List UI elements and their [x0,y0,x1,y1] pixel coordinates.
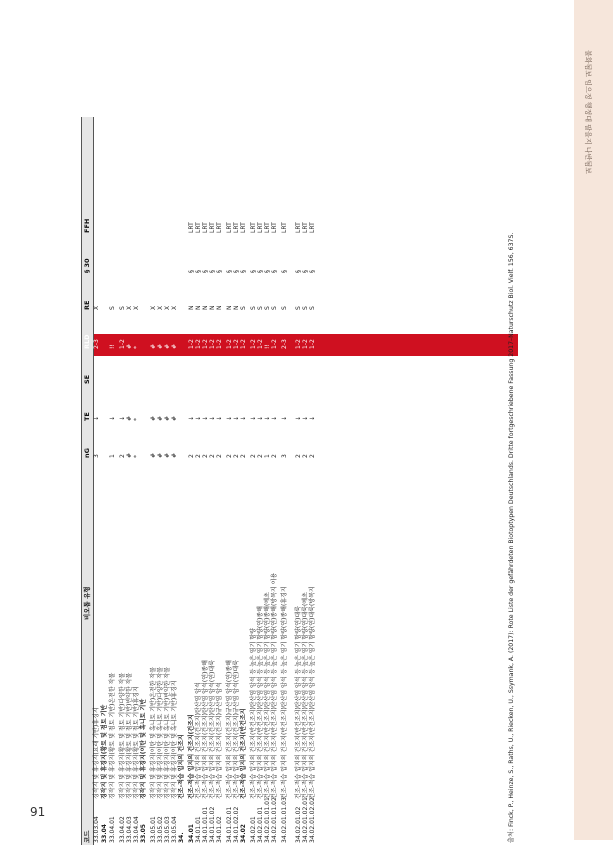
table-cell-ffh: LRT [281,222,288,233]
table-cell-rld: 1-2 [309,339,316,349]
table-cell-ffh: LRT [226,222,233,233]
table-cell-re: S [257,306,264,310]
table-cell-re: X [164,305,171,310]
table-cell-ffh: LRT [233,222,240,233]
table-cell-type: 건조-적습 입지의 건조지(건조지)탄산염 암석(연)대륙 [209,660,216,799]
table-cell-type: 건조-적습 입지의 건조지(건조지 [188,714,195,799]
table-cell-rld: # [171,343,178,349]
header-rld: RLD [83,334,91,349]
table-cell-rld: # [157,343,164,349]
table-cell-ng: 2 [202,454,209,458]
table-cell-te: ↓ [250,415,257,421]
table-cell-type: 건조-적습 입지의 건조지(반건조지)탄산염 암석 등 높은 염기 함량(연)종해(방목지 이용 [271,572,278,799]
table-cell-ng: 2 [257,454,264,458]
table-cell-s30: § [309,270,316,273]
table-cell-s30: § [302,270,309,273]
table-cell-te: ↓ [93,415,100,421]
table-cell-ffh: LRT [188,222,195,233]
table-cell-ng: 2 [209,454,216,458]
table-cell-ffh: LRT [257,222,264,233]
header-s30: § 30 [83,258,91,273]
table-cell-rld: 1-2 [240,339,247,349]
table-cell-re: S [119,306,126,310]
table-cell-re: X [133,305,140,310]
table-cell-rld: 1-2 [302,339,309,349]
table-cell-ffh: LRT [195,222,202,233]
table-cell-code: 34.02.01.01 [257,806,264,843]
table-cell-ng: 2 [309,454,316,458]
table-cell-type: 경작지 및 휴경지(요래 기반)휴경지 [93,707,100,799]
table-cell-type: 건조-적습 입지의 건조지(반건조지)탄산염 암석 등 높은 염기 함량(연)종해(예초 [264,592,271,799]
table-cell-re: N [226,305,233,310]
side-margin-strip [574,0,613,840]
table-cell-type: 건조-적습 입지의 건조지(건조지)규산염 암석 [216,682,223,799]
table-cell-re: X [157,305,164,310]
header-ng: nG [83,448,91,458]
table-cell-code: 33.05.02 [157,816,164,843]
table-cell-te: ↓ [195,415,202,421]
table-cell-rld: 1-2 [119,339,126,349]
table-cell-type: 경작지 및 휴경지(이탄 및 혹니토 기반)빈약한 작물 [164,666,171,799]
table-cell-ffh: LRT [240,222,247,233]
table-cell-re: S [271,306,278,310]
table-cell-s30: § [257,270,264,273]
table-cell-rld: # [126,343,133,349]
source-note: 출처: Finck, P., Heinze, S., Raths, U., Riecken, U., Ssymank, A. (2017): Rote Liste der gefährdeten Biotoptypen Deutschlands. Dritte fortgeschriebene Fassung 2017–Naturschutz Biol. Vielf. 156, 637S. [508,232,515,843]
table-cell-rld: 1-2 [295,339,302,349]
table-cell-code: 34.02.01.02 [295,806,302,843]
table-cell-s30: § [216,270,223,273]
table-cell-ffh: LRT [309,222,316,233]
table-cell-ng: # [157,452,164,458]
table-cell-rld: 2-3 [281,339,288,349]
table-cell-s30: § [202,270,209,273]
table-cell-rld: 1-2 [250,339,257,349]
table-cell-te: ↓ [264,415,271,421]
table-cell-type: 경작지 및 휴경지(황토 및 점토 기반)휴경지 [133,686,140,799]
table-cell-code: 34.02.01 [250,816,257,843]
table-cell-s30: § [226,270,233,273]
page-number: 91 [30,805,46,819]
table-cell-s30: § [295,270,302,273]
table-cell-s30: § [281,270,288,273]
table-cell-code: 34.01.01.02 [209,806,216,843]
table-cell-code: 33.05 [140,824,147,843]
table-cell-re: S [309,306,316,310]
header-se: SE [83,374,91,384]
table-cell-ng: 2 [302,454,309,458]
table-cell-code: 34.02.01.02.02 [309,797,316,843]
table-cell-code: 33.04.01 [109,816,116,843]
table-cell-ffh: LRT [216,222,223,233]
table-cell-re: S [250,306,257,310]
table-cell-rld: 1-2 [233,339,240,349]
table-cell-ffh: LRT [250,222,257,233]
table-cell-rld: * [133,346,140,349]
table-cell-code: 33.04 [101,824,108,843]
table-cell-type: 건조-적습 입지의 건조지 [178,734,185,799]
table-cell-te: ↓ [188,415,195,421]
table-cell-code: 34.01.01.01 [202,806,209,843]
table-cell-ffh: LRT [209,222,216,233]
table-cell-te: ↓ [233,415,240,421]
table-cell-ng: 2 [233,454,240,458]
table-cell-s30: § [209,270,216,273]
table-cell-code: 34.02.01.01.03 [281,797,288,843]
table-cell-te: ↓ [216,415,223,421]
table-cell-re: N [202,305,209,310]
table-cell-code: 33.03.04 [93,816,100,843]
table-cell-ffh: LRT [271,222,278,233]
table-cell-code: 33.04.04 [133,816,140,843]
table-cell-te: ↓ [257,415,264,421]
table-cell-ng: 2 [271,454,278,458]
table-cell-ng: # [171,452,178,458]
table-cell-te: # [150,415,157,421]
table-cell-ng: # [164,452,171,458]
table-cell-te: ↓ [109,415,116,421]
table-cell-re: N [188,305,195,310]
table-cell-te: ↓ [281,415,288,421]
table-cell-re: X [126,305,133,310]
table-cell-te: ↓ [295,415,302,421]
table-cell-type: 경작지 및 휴경지(황토 및 점토 기반)온전한 작물 [109,672,116,799]
table-cell-re: N [216,305,223,310]
table-cell-rld: 1-2 [209,339,216,349]
table-cell-ng: 3 [93,454,100,458]
table-cell-ng: 2 [250,454,257,458]
table-cell-rld: 1-2 [271,339,278,349]
table-cell-te: ↓ [119,415,126,421]
table-cell-code: 34.01.02.01 [226,806,233,843]
table-cell-type: 건조-적습 입지의 건조지(반건조지)탄산염 암석 등 높은 염기 함량 [250,628,257,799]
table-cell-ng: * [133,455,140,458]
table-cell-type: 건조-적습 입지의 건조지(반건조지)탄산염 암석 등 높은 염기 함량(연)종해 [257,606,264,799]
table-cell-te: ↓ [271,415,278,421]
table-cell-s30: § [250,270,257,273]
table-cell-type: 건조-적습 입지의 건조지(반건조지)탄산염 암석 등 높은 염기 함량(연)대륙 [295,606,302,799]
table-cell-s30: § [233,270,240,273]
table-cell-code: 33.05.03 [164,816,171,843]
table-cell-code: 34.02.01.01.01 [264,797,271,843]
table-cell-s30: § [188,270,195,273]
table-cell-type: 경작지 및 휴경지(황토 및 점토 기반)다양한 작물 [119,672,126,799]
table-cell-code: 34.02.01.01.02 [271,797,278,843]
table-cell-re: S [295,306,302,310]
table-cell-rld: 2-3 [93,339,100,349]
header-te: TE [83,412,91,421]
table-cell-s30: § [195,270,202,273]
table-cell-ng: 2 [188,454,195,458]
table-cell-type: 경작지 및 휴경지(이탄 및 혹니토 기반 [140,698,147,799]
side-running-title: 불화됨보 임으정 행정대 팔을지 나반됨보 [584,50,592,174]
table-cell-ffh: LRT [264,222,271,233]
table-cell-code: 34.01.01 [195,816,202,843]
table-cell-code: 33.05.01 [150,816,157,843]
table-cell-te: ↓ [209,415,216,421]
table-cell-te: # [164,415,171,421]
table-cell-type: 건조-적습 입지의 건조지(건조지)규산염 암석(연)대륙 [233,660,240,799]
table-cell-type: 건조-적습 입지의 건조지(건조지)탄산염 암석 [195,682,202,799]
table-cell-code: 33.05.04 [171,816,178,843]
table-cell-re: S [264,306,271,310]
header-re: RE [83,300,91,310]
table-cell-te: ↓ [202,415,209,421]
table-cell-rld: 1-2 [216,339,223,349]
table-cell-ng: 3 [281,454,288,458]
table-cell-ng: 2 [295,454,302,458]
table-cell-te: ↓ [240,415,247,421]
table-cell-ng: 2 [226,454,233,458]
table-cell-code: 33.04.02 [119,816,126,843]
table-cell-ng: 1 [264,454,271,458]
table-cell-type: 경작지 및 휴경지(이탄 및 혹니토 기반)온전한 작물 [150,666,157,799]
table-cell-re: N [233,305,240,310]
table-cell-ng: 2 [119,454,126,458]
table-cell-code: 34.01.02 [216,816,223,843]
table-cell-code: 34.02 [240,824,247,843]
table-cell-te: ↓ [309,415,316,421]
table-cell-type: 건조-적습 입지의 건조지(반건조지)탄산염 암석 등 높은 염기 함량(연)대륙(예초 [302,592,309,799]
biotope-table [81,117,518,845]
table-cell-type: 건조-적습 입지의 건조지(반건조지 [240,708,247,799]
table-cell-ng: 2 [216,454,223,458]
table-cell-te: * [133,418,140,421]
table-cell-te: # [157,415,164,421]
table-cell-ng: 2 [240,454,247,458]
table-cell-re: X [93,305,100,310]
table-cell-type: 경작지 및 휴경지(이탄 및 혹니토 기반)다양한 작물 [157,666,164,799]
table-cell-re: S [240,306,247,310]
table-cell-re: S [109,306,116,310]
table-cell-code: 33.04.03 [126,816,133,843]
table-cell-ng: 2 [195,454,202,458]
table-cell-re: N [209,305,216,310]
header-code: 코드 [83,830,91,843]
table-cell-ng: # [150,452,157,458]
table-cell-re: X [150,305,157,310]
table-cell-rld: !! [264,344,271,349]
table-cell-ffh: LRT [295,222,302,233]
table-cell-te: ↓ [302,415,309,421]
table-cell-s30: § [264,270,271,273]
rotated-table-frame [81,117,518,845]
table-cell-ng: # [126,452,133,458]
table-cell-type: 건조-적습 입지의 건조지(건조지)규산염 암석(연)종해 [226,660,233,799]
table-cell-code: 34.01 [188,824,195,843]
table-cell-rld: # [164,343,171,349]
table-cell-code: 34.01.02.02 [233,806,240,843]
table-cell-re: S [302,306,309,310]
table-cell-re: X [171,305,178,310]
table-cell-ffh: LRT [302,222,309,233]
table-cell-rld: # [150,343,157,349]
table-cell-rld: 1-2 [195,339,202,349]
table-cell-ng: 1 [109,454,116,458]
table-cell-type: 건조-적습 입지의 건조지(건조지)탄산염 암석(연)종해 [202,660,209,799]
table-cell-s30: § [271,270,278,273]
table-cell-rld: 1-2 [202,339,209,349]
table-cell-te: # [171,415,178,421]
table-cell-ffh: LRT [202,222,209,233]
table-cell-type: 경작지 및 휴경지(황토 및 점토 기반 [101,704,108,799]
table-cell-rld: !! [109,344,116,349]
table-cell-re: S [281,306,288,310]
table-cell-rld: 1-2 [257,339,264,349]
table-cell-te: # [126,415,133,421]
header-type: 비오톱 유형 [83,586,91,620]
table-cell-type: 경작지 및 휴경지(황토 및 점토 기반)빈약한 작물 [126,672,133,799]
table-cell-re: N [195,305,202,310]
table-cell-s30: § [240,270,247,273]
table-cell-type: 건조-적습 입지의 건조지(반건조지)탄산염 암석 등 높은 염기 함량(연)대륙(방목지 [309,586,316,799]
table-cell-type: 경작지 및 휴경지(이탄 및 혹니토 기반)휴경지 [171,680,178,799]
table-cell-code: 34. [178,832,185,843]
table-cell-rld: 1-2 [188,339,195,349]
table-cell-code: 34.02.01.02.01 [302,797,309,843]
table-cell-rld: 1-2 [226,339,233,349]
header-ffh: FFH [83,218,91,233]
table-cell-te: ↓ [226,415,233,421]
table-cell-type: 건조-적습 입지의 건조지(반건조지)탄산염 암석 등 높은 염기 함량(연)종해(휴경지 [281,586,288,799]
